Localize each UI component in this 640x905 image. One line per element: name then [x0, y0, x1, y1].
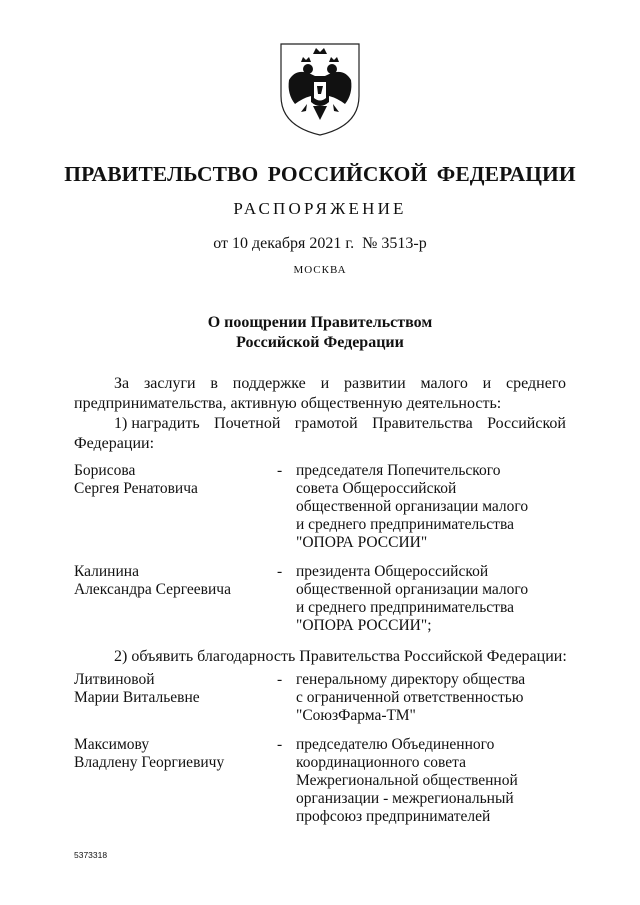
position-line: председателя Попечительского — [296, 462, 501, 479]
document-date: от 10 декабря 2021 г. — [213, 235, 355, 252]
point-1-word: Правительства — [372, 415, 473, 432]
entry-dash: - — [277, 462, 283, 479]
position-line: президента Общероссийской — [296, 563, 489, 580]
point-1-line-1 — [74, 414, 566, 434]
position-line: генеральному директору общества — [296, 671, 526, 688]
entry-dash: - — [277, 563, 283, 580]
russian-coat-of-arms-icon — [277, 40, 363, 138]
recipient-name — [74, 671, 274, 707]
intro-paragraph — [74, 374, 566, 414]
intro-word: малого — [420, 375, 468, 392]
awardee-name — [74, 462, 274, 498]
document-type: РАСПОРЯЖЕНИЕ — [233, 199, 407, 218]
intro-word: в — [210, 375, 218, 392]
position-line: совета Общероссийской — [296, 480, 457, 497]
entry-dash: - — [277, 671, 283, 688]
awardee-name — [74, 563, 274, 599]
position-line: Межрегиональной общественной — [296, 772, 518, 789]
point-1-word: Почетной — [214, 415, 281, 432]
intro-line-2: предпринимательства, активную общественную деятельность: — [74, 395, 502, 412]
intro-word: развитии — [343, 375, 406, 392]
given-names: Александра Сергеевича — [74, 581, 231, 598]
position-line: председателю Объединенного — [296, 736, 495, 753]
document-number: № 3513-р — [362, 235, 427, 252]
document-subject — [0, 313, 640, 353]
position-line: "СоюзФарма-ТМ" — [296, 707, 416, 724]
subject-line-1: О поощрении Правительством — [207, 314, 433, 331]
surname: Борисова — [74, 462, 136, 479]
intro-word: За — [114, 375, 130, 392]
recipient-position — [296, 671, 566, 725]
given-names: Сергея Ренатовича — [74, 480, 198, 497]
intro-word: и — [320, 375, 330, 392]
awardee-position — [296, 462, 566, 552]
given-names: Марии Витальевне — [74, 689, 200, 706]
intro-word: и — [482, 375, 492, 392]
given-names: Владлену Георгиевичу — [74, 754, 225, 771]
position-line: и среднего предпринимательства — [296, 599, 514, 616]
position-line: общественной организации малого — [296, 581, 529, 598]
entry-dash: - — [277, 736, 283, 753]
intro-word: среднего — [506, 375, 566, 392]
intro-word: поддержке — [232, 375, 306, 392]
position-line: общественной организации малого — [296, 498, 529, 515]
position-line: "ОПОРА РОССИИ"; — [296, 617, 432, 634]
point-2-heading: 2) объявить благодарность Правительства Российской Федерации: — [114, 648, 567, 665]
document-date-line — [0, 235, 640, 253]
government-title: ПРАВИТЕЛЬСТВО РОССИЙСКОЙ ФЕДЕРАЦИИ — [64, 162, 576, 186]
position-line: с ограниченной ответственностью — [296, 689, 524, 706]
position-line: и среднего предпринимательства — [296, 516, 514, 533]
point-1-word: Российской — [487, 415, 566, 432]
intro-word: заслуги — [143, 375, 196, 392]
surname: Калинина — [74, 563, 139, 580]
awardee-position — [296, 563, 566, 635]
subject-line-2: Российской Федерации — [236, 334, 404, 351]
position-line: координационного совета — [296, 754, 467, 771]
document-code: 5373318 — [74, 850, 108, 860]
point-1-word: грамотой — [294, 415, 358, 432]
intro-line-1 — [74, 374, 566, 394]
document-city: МОСКВА — [293, 264, 347, 276]
point-1-paragraph — [74, 414, 566, 454]
position-line: "ОПОРА РОССИИ" — [296, 534, 428, 551]
surname: Максимову — [74, 736, 150, 753]
recipient-name — [74, 736, 274, 772]
position-line: организации - межрегиональный — [296, 790, 514, 807]
point-1-word: 1) наградить — [114, 415, 200, 432]
surname: Литвиновой — [74, 671, 155, 688]
recipient-position — [296, 736, 566, 826]
position-line: профсоюз предпринимателей — [296, 808, 491, 825]
point-1-line-2: Федерации: — [74, 435, 155, 452]
